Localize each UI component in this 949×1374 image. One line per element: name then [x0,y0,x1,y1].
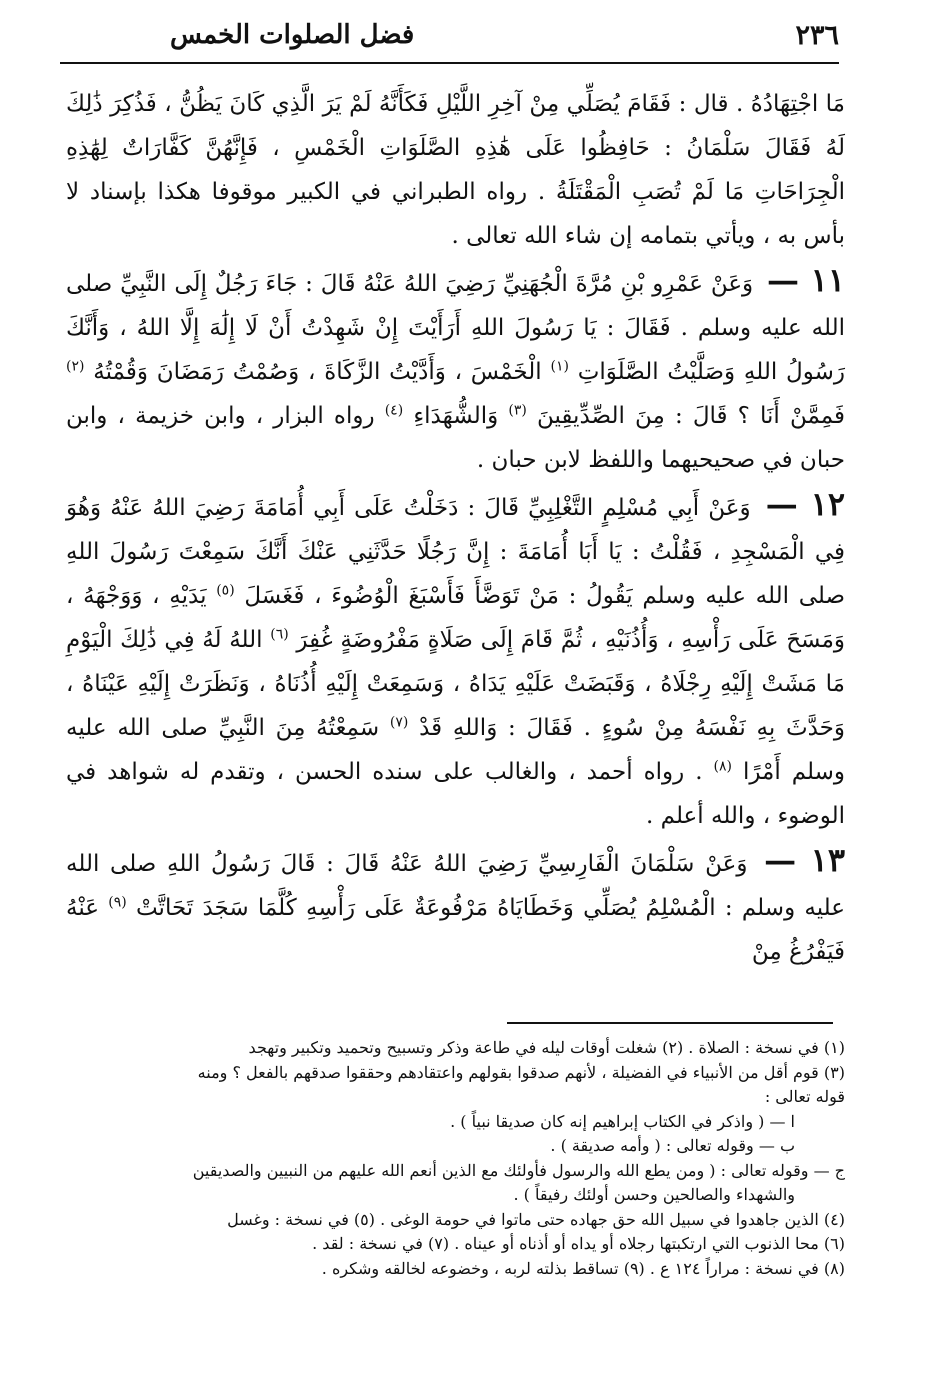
main-text [66,82,845,974]
paragraph-continuation: مَا اجْتِهَادُهُ . قال : فَقَامَ يُصَلِّي مِنْ آخِرِ اللَّيْلِ فَكَأَنَّهُ لَمْ يَرَ الَّذِي كَانَ يَظُنُّ ، فَذُكِرَ ذَٰلِكَ لَهُ فَقَالَ سَلْمَانُ : حَافِظُوا عَلَى هَٰذِهِ الصَّلَوَاتِ الْخَمْسِ ، فَإِنَّهُنَّ كَفَّارَاتٌ لِهَٰذِهِ الْجِرَاحَاتِ مَا لَمْ تُصَبِ الْمَقْتَلَةُ . رواه الطبراني في الكبير موقوفا هكذا بإسناد لا بأس به ، ويأتي بتمامه إن شاء الله تعالى . [66,91,845,249]
hadith-13 [66,838,845,974]
hadith-number: ١٣ — [764,841,846,879]
hadith-text: وَعَنْ أَبِي مُسْلِمٍ التَّغْلِبِيِّ قَالَ : دَخَلْتُ عَلَى أَبِي أُمَامَةَ رَضِيَ اللهُ عَنْهُ وَهُوَ فِي الْمَسْجِدِ ، فَقُلْتُ : يَا أَبَا أُمَامَةَ : إِنَّ رَجُلًا حَدَّثَنِي عَنْكَ أَنَّكَ سَمِعْتَ رَسُولَ اللهِ صلى الله عليه وسلم يَقُولُ : مَنْ تَوَضَّأَ فَأَسْبَغَ الْوُضُوءَ ، فَغَسَلَ [66,495,846,609]
footnote-line: (٨) في نسخة : مراراً ١٢٤ ع . (٩) تساقط بذلته لربه ، وخضوعه لخالقه وشكره . [321,1258,845,1278]
footnote-line: (١) في نسخة : الصلاة . (٢) شغلت أوقات ليله في طاعة وذكر وتسبيح وتحميد وتكبير وتهجد [248,1038,845,1057]
running-title: فضل الصلوات الخمس [170,20,415,50]
hadith-11 [66,258,845,482]
footnote-line: ج — وقوله تعالى : ( ومن يطع الله والرسول فأولئك مع الذين أنعم الله عليهم من النبيين والصديقين [192,1160,845,1180]
footnote-marker: (٢) [66,358,85,375]
footnote-marker: (٧) [389,714,409,731]
footnote-rule [507,1022,833,1024]
page-header [60,12,839,58]
footnote-line: (٦) محا الذنوب التي ارتكبتها رجلاه أو يداه أو أذناه أو عيناه . (٧) في نسخة : لقد . [312,1234,845,1253]
hadith-text: الْخَمْسَ ، وَأَدَّيْتُ الزَّكَاةَ ، وَصُمْتُ رَمَضَانَ وَقُمْتُهُ [93,359,542,385]
hadith-text: فَمِمَّنْ أَنَا ؟ قَالَ : مِنَ الصِّدِّيقِينَ [536,403,846,429]
footnote-line: قوله تعالى : [764,1087,845,1106]
hadith-text: وَعَنْ سَلْمَانَ الْفَارِسِيِّ رَضِيَ اللهُ عَنْهُ قَالَ : قَالَ رَسُولُ اللهِ صلى الله عليه وسلم : الْمُسْلِمُ يُصَلِّي وَخَطَايَاهُ مَرْفُوعَةٌ عَلَى رَأْسِهِ كُلَّمَا سَجَدَ تَحَاتَّتْ [66,851,846,921]
hadith-text: وَالشُّهَدَاءِ [413,403,499,429]
footnote-marker: (٣) [508,402,527,419]
hadith-text: سَمِعْتُهُ مِنَ النَّبِيِّ صلى الله عليه وسلم أَمْرًا [66,715,846,785]
hadith-text: وَعَنْ عَمْرِو بْنِ مُرَّةَ الْجُهَنِيِّ رَضِيَ اللهُ عَنْهُ قَالَ : جَاءَ رَجُلٌ إِلَى النَّبِيِّ صلى الله عليه وسلم . فَقَالَ : يَا رَسُولَ اللهِ أَرَأَيْتَ إِنْ شَهِدْتُ أَنْ لَا إِلَٰهَ إِلَّا اللهُ ، وَأَنَّكَ رَسُولُ اللهِ وَصَلَّيْتُ الصَّلَوَاتِ [66,271,846,385]
hadith-source: . رواه أحمد ، والغالب على سنده الحسن ، وتقدم له شواهد في الوضوء ، والله أعلم . [66,759,845,829]
footnote-line: (٣) قوم أقل من الأنبياء في الفضيلة ، لأنهم صدقوا بقولهم واعتقادهم وحققوا صدقهم بالفعل ؟ ومنه [197,1062,845,1082]
footnotes [66,1036,845,1281]
page-number: ٢٣٦ [795,19,839,51]
hadith-12 [66,482,845,838]
footnote-marker: (٤) [384,402,404,419]
header-rule [60,62,839,64]
hadith-text: يَدَيْهِ ، وَوَجْهَهُ ، وَمَسَحَ عَلَى رَأْسِهِ ، وَأُذُنَيْهِ ، ثُمَّ قَامَ إِلَى صَلَاةٍ مَفْرُوضَةٍ غُفِرَ [66,583,845,653]
footnote-line: ب — وقوله تعالى : ( وأمه صديقة ) . [550,1136,795,1155]
hadith-number: ١٢ — [765,485,845,523]
hadith-text: عَنْهُ فَيَفْرُغُ مِنْ [66,895,845,965]
footnote-marker: (٦) [270,626,289,643]
footnote-marker: (١) [550,358,569,375]
hadith-text: اللهُ لَهُ فِي ذَٰلِكَ الْيَوْمِ مَا مَشَتْ إِلَيْهِ رِجْلَاهُ ، وَقَبَضَتْ عَلَيْهِ يَدَاهُ ، وَسَمِعَتْ إِلَيْهِ أُذُنَاهُ ، وَنَظَرَتْ إِلَيْهِ عَيْنَاهُ ، وَحَدَّثَ بِهِ نَفْسَهُ مِنْ سُوءٍ . فَقَالَ : وَاللهِ قَدْ [66,627,845,741]
footnote-line: والشهداء والصالحين وحسن أولئك رفيقاً ) . [513,1185,795,1204]
hadith-source: رواه البزار ، وابن خزيمة ، وابن حبان في صحيحيهما واللفظ لابن حبان . [66,403,845,473]
footnote-line: ا — ( واذكر في الكتاب إبراهيم إنه كان صديقا نبياً ) . [450,1111,795,1131]
footnote-marker: (٥) [216,582,235,599]
footnote-marker: (٩) [108,894,127,911]
footnote-line: (٤) الذين جاهدوا في سبيل الله حق جهاده حتى ماتوا في حومة الوغى . (٥) في نسخة : وغسل [227,1209,845,1229]
hadith-number: ١١ — [766,261,845,299]
footnote-marker: (٨) [713,758,732,775]
